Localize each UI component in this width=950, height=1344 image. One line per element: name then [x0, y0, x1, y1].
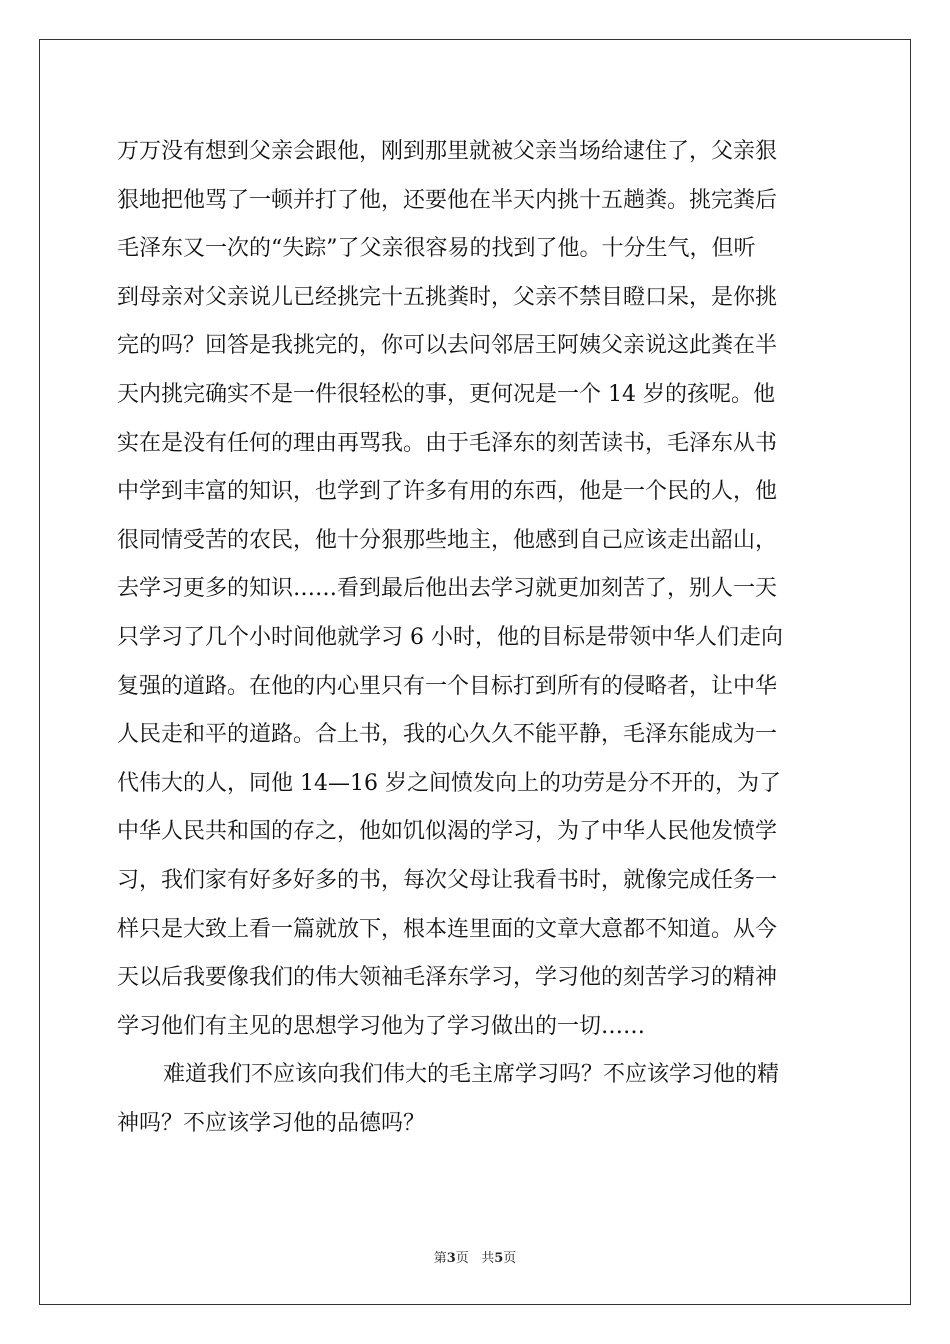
text-line: 中学到丰富的知识，也学到了许多有用的东西，他是一个民的人，他 — [117, 479, 778, 505]
text-line: 去学习更多的知识……看到最后他出去学习就更加刻苦了，别人一天 — [117, 576, 778, 602]
closing-paragraph-line: 神吗？不应该学习他的品德吗？ — [117, 1110, 426, 1136]
total-pages-suffix: 页 — [503, 1251, 517, 1266]
total-pages-prefix: 共 — [481, 1251, 495, 1266]
text-line: 人民走和平的道路。合上书，我的心久久不能平静，毛泽东能成为一 — [117, 722, 778, 748]
text-line: 天内挑完确实不是一件很轻松的事，更何况是一个 14 岁的孩呢。他 — [117, 381, 775, 407]
text-line: 中华人民共和国的存之，他如饥似渴的学习，为了中华人民他发愤学 — [117, 819, 778, 845]
text-line: 完的吗？回答是我挑完的，你可以去问邻居王阿姨父亲说这此粪在半 — [117, 333, 778, 359]
text-line: 代伟大的人，同他 14—16 岁之间愤发向上的功劳是分不开的，为了 — [117, 770, 781, 796]
text-line: 复强的道路。在他的内心里只有一个目标打到所有的侵略者，让中华 — [117, 673, 778, 699]
page-number-suffix: 页 — [455, 1251, 469, 1266]
page-number-prefix: 第 — [433, 1251, 447, 1266]
text-line: 毛泽东又一次的“失踪”了父亲很容易的找到了他。十分生气，但听 — [117, 236, 756, 262]
closing-paragraph-line: 难道我们不应该向我们伟大的毛主席学习吗？不应该学习他的精 — [163, 1062, 780, 1088]
text-line: 天以后我要像我们的伟大领袖毛泽东学习，学习他的刻苦学习的精神 — [117, 965, 778, 991]
text-line: 学习他们有主见的思想学习他为了学习做出的一切…… — [117, 1013, 646, 1039]
page-footer — [0, 1247, 950, 1266]
text-line: 很同情受苦的农民，他十分狠那些地主，他感到自己应该走出韶山， — [117, 527, 778, 553]
text-line: 万万没有想到父亲会跟他，刚到那里就被父亲当场给逮住了，父亲狠 — [117, 139, 778, 164]
total-page-count: 5 — [494, 1251, 504, 1266]
text-line: 实在是没有任何的理由再骂我。由于毛泽东的刻苦读书，毛泽东从书 — [117, 430, 778, 456]
text-line: 狠地把他骂了一顿并打了他，还要他在半天内挑十五趟粪。挑完粪后 — [117, 187, 778, 213]
text-line: 只学习了几个小时间他就学习 6 小时，他的目标是带领中华人们走向 — [117, 624, 783, 650]
current-page-number: 3 — [446, 1251, 456, 1266]
document-body — [117, 128, 837, 1148]
text-line: 到母亲对父亲说儿已经挑完十五挑粪时，父亲不禁目瞪口呆，是你挑 — [117, 284, 778, 310]
text-line: 样只是大致上看一篇就放下，根本连里面的文章大意都不知道。从今 — [117, 916, 778, 942]
text-line: 习，我们家有好多好多的书，每次父母让我看书时，就像完成任务一 — [117, 867, 778, 893]
